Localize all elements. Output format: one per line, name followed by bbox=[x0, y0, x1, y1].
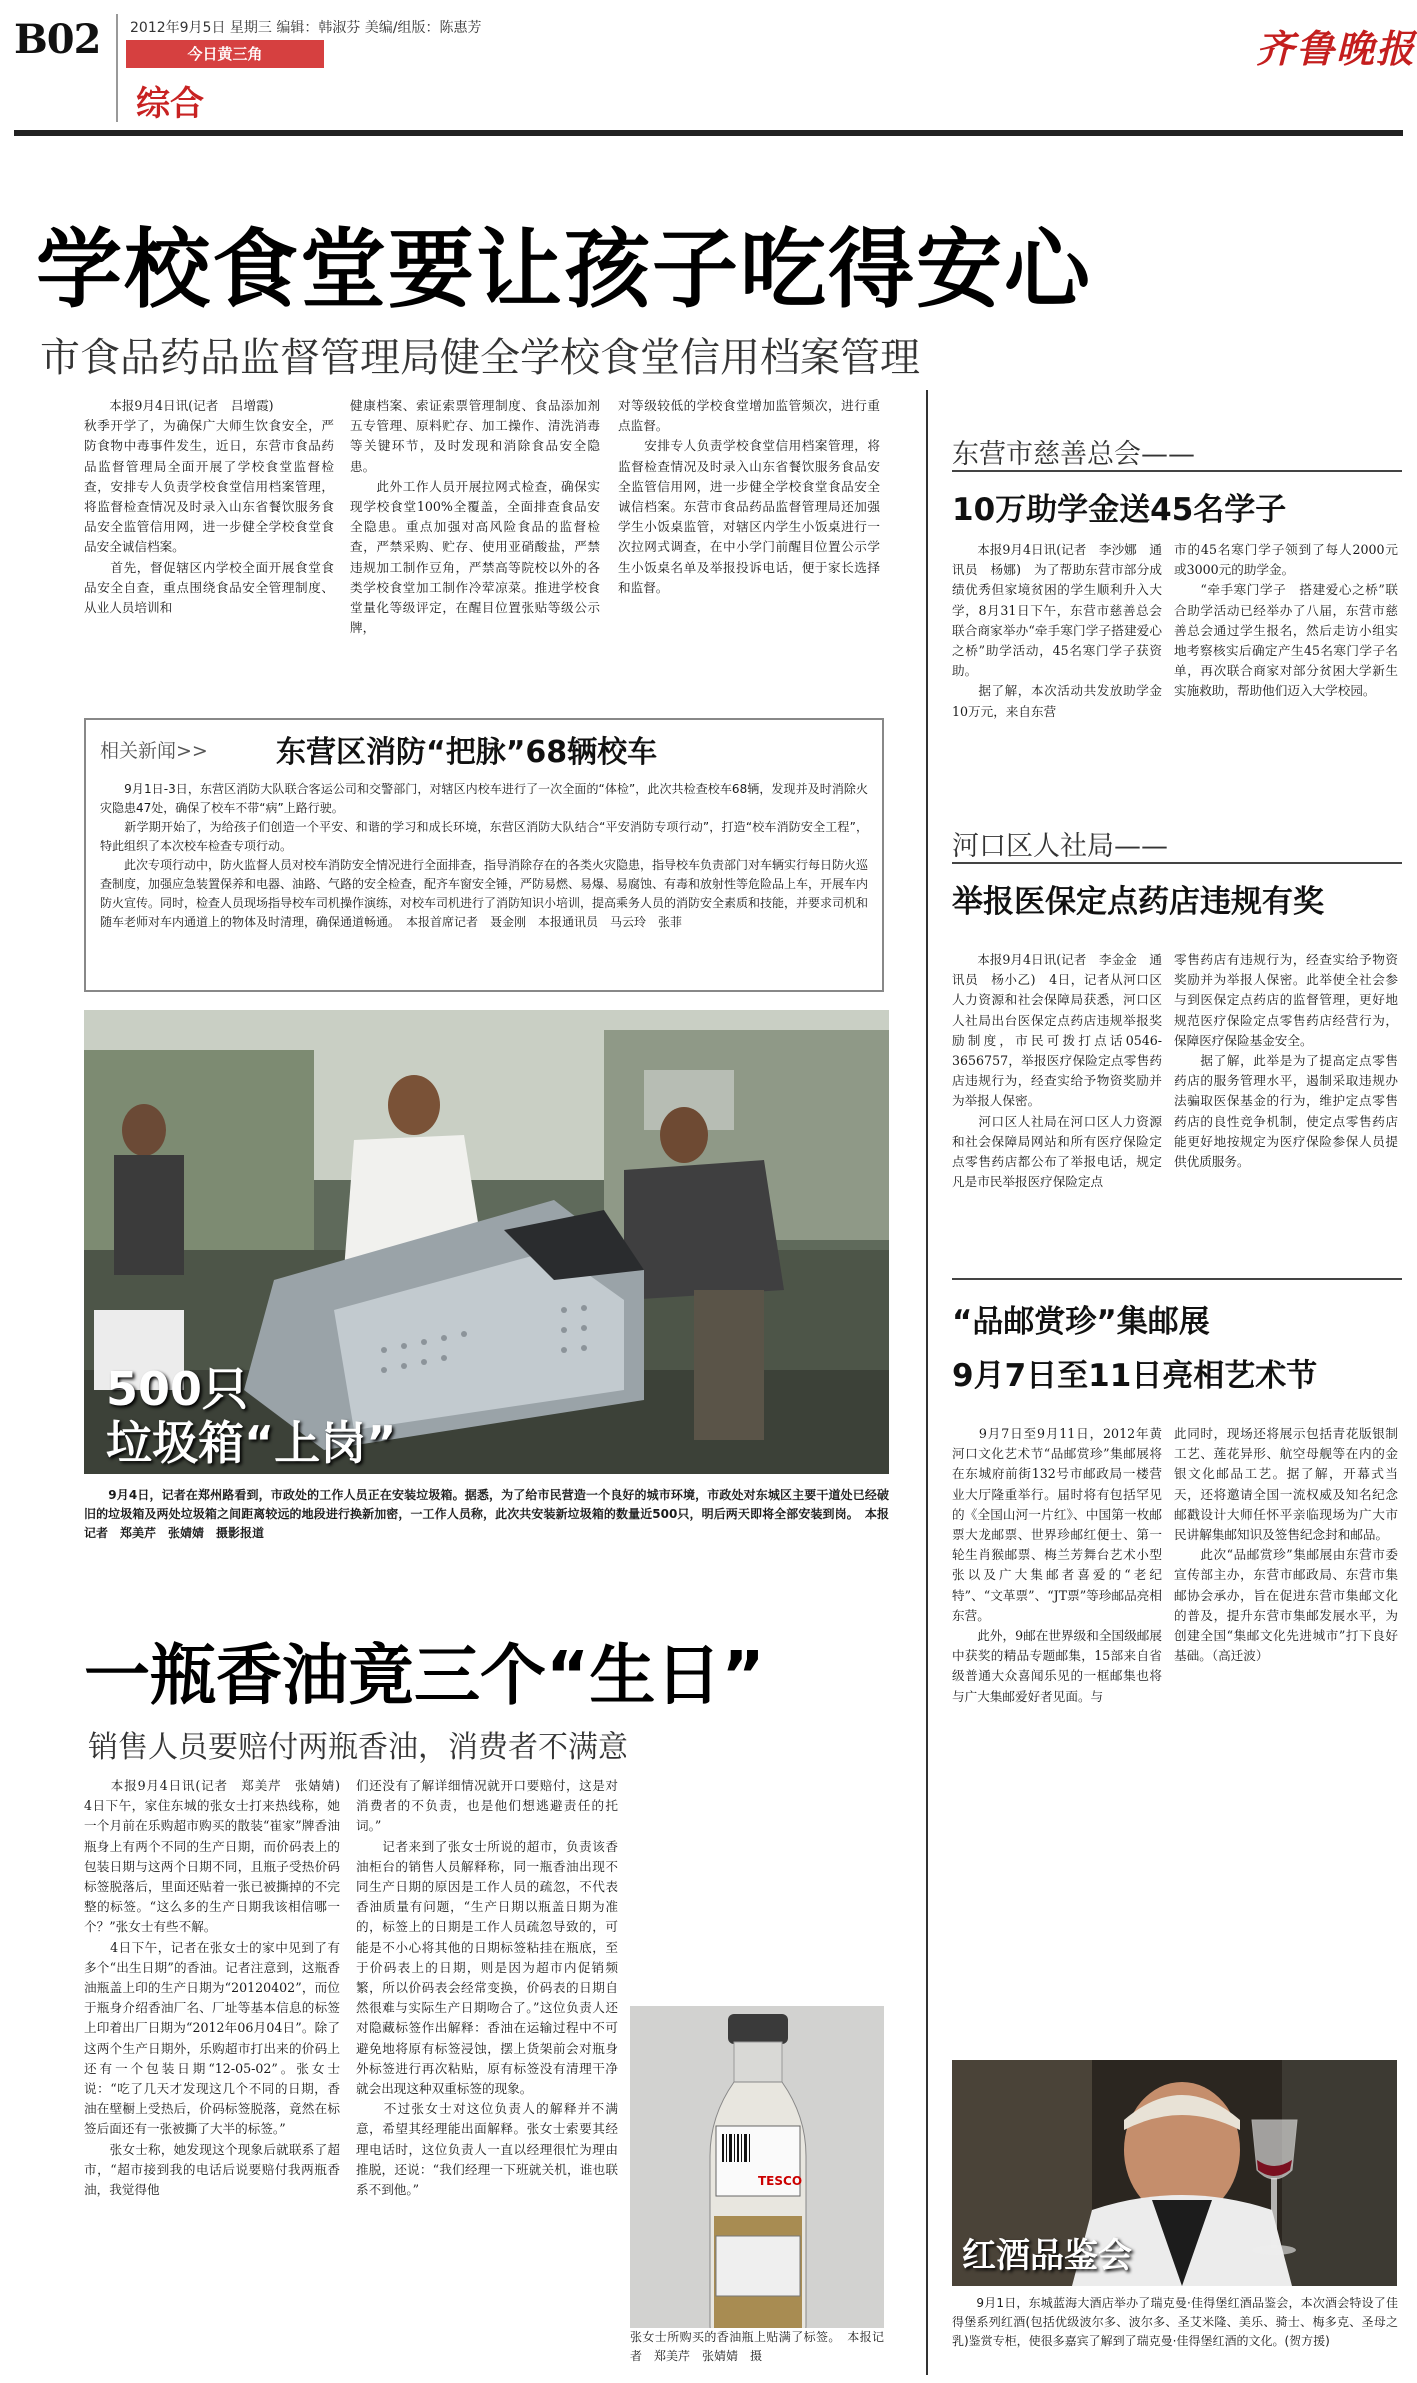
oil-bottle-illustration bbox=[630, 2006, 884, 2346]
wine-photo-title: 红酒品鉴会 bbox=[962, 2236, 1132, 2276]
lead-subheadline: 市食品药品监督管理局健全学校食堂信用档案管理 bbox=[40, 335, 920, 381]
medical-label: 河口区人社局—— bbox=[952, 831, 1168, 862]
charity-label: 东营市慈善总会—— bbox=[952, 439, 1195, 470]
oil-headline: 一瓶香油竟三个“生日” bbox=[84, 1637, 765, 1714]
related-news-tag: 相关新闻>> bbox=[100, 740, 208, 762]
wine-tasting-photo bbox=[952, 2060, 1397, 2286]
paper-logo: 齐鲁晚报 bbox=[1256, 26, 1417, 71]
lead-column-2: 健康档案、索证索票管理制度、食品添加剂五专管理、原料贮存、加工操作、清洗消毒等关键环节，及时发现和消除食品安全隐患。 此外工作人员开展拉网式检查，确保实现学校食堂100%全覆盖，全面排查食品安全隐患。重点加强对高风险食品的监督检查，严禁采购、贮存、使用亚硝酸盐，严禁违规加工制作豆角，严禁高等院校以外的各类学校食堂加工制作冷荤凉菜。推进学校食堂量化等级评定，在醒目位置张贴等级公示牌， bbox=[350, 398, 600, 636]
charity-rule bbox=[952, 470, 1402, 472]
stamps-column-1: 9月7日至9月11日，2012年黄河口文化艺术节“品邮赏珍”集邮展将在东城府前街132号市邮政局一楼营业大厅隆重举行。届时将有包括罕见的《全国山河一片红》、中国第一枚邮票大龙邮票、世界珍邮红便士、第一轮生肖猴邮票、梅兰芳舞台艺术小型张以及广大集邮者喜爱的“老纪特”、“文革票”、“JT票”等珍邮品亮相东营。 此外，9邮在世界级和全国级邮展中获奖的精品专题邮集，15部来自省级普通大众喜闻乐见的一框邮集也将与广大集邮爱好者见面。与 bbox=[952, 1426, 1162, 1704]
page-number: B02 bbox=[14, 16, 101, 63]
lead-column-3: 对等级较低的学校食堂增加监管频次，进行重点监督。 安排专人负责学校食堂信用档案管理，将监督检查情况及时录入山东省餐饮服务食品安全监管信用网，进一步健全学校食堂食品安全诚信档案。东营市食品药品监督管理局还加强学生小饭桌监管，对辖区内学生小饭桌进行一次拉网式调查，在中小学门前醒目位置公示学生小饭桌名单及举报投诉电话，便于家长选择和监督。 bbox=[618, 398, 880, 595]
related-news-title: 东营区消防“把脉”68辆校车 bbox=[276, 735, 658, 770]
lead-column-1: 本报9月4日讯(记者 吕增霞) 秋季开学了，为确保广大师生饮食安全，严防食物中毒事件发生，近日，东营市食品药品监督管理局全面开展了学校食堂监督检查，安排专人负责学校食堂信用档案管理，将监督检查情况及时录入山东省餐饮服务食品安全监管信用网，进一步健全学校食堂食品安全诚信档案。 首先，督促辖区内学校全面开展食堂食品安全自查，重点围绕食品安全管理制度、从业人员培训和 bbox=[84, 398, 334, 616]
masthead-divider bbox=[116, 14, 118, 122]
charity-column-2: 市的45名寒门学子领到了每人2000元或3000元的助学金。 “牵手寒门学子 搭建爱心之桥”联合助学活动已经举办了八届，东营市慈善总会通过学生报名，然后走访小组实地考察核实后确定产生45名寒门学子名单，再次联合商家对部分贫困大学新生实施救助，帮助他们迈入大学校园。 bbox=[1174, 542, 1398, 699]
stamps-column-2: 此同时，现场还将展示包括青花版银制工艺、莲花异形、航空母舰等在内的金银文化邮品工艺。据了解，开幕式当天，还将邀请全国一流权威及知名纪念邮戳设计大师任怀平亲临现场为广大市民讲解集邮知识及签售纪念封和邮品。 此次“品邮赏珍”集邮展由东营市委宣传部主办，东营市邮政局、东营市集邮协会承办，旨在促进东营市集邮文化的普及，提升东营市集邮发展水平，为创建全国“集邮文化先进城市”打下良好基础。（高迁波） bbox=[1174, 1426, 1398, 1664]
wine-caption: 9月1日，东城蓝海大酒店举办了瑞克曼·佳得堡红酒品鉴会，本次酒会特设了佳得堡系列红酒(包括优级波尔多、波尔多、圣艾米隆、美乐、骑士、梅多克、圣母之乳)鉴赏专柜，使很多嘉宾了解到了瑞克曼·佳得堡红酒的文化。(贺方援) bbox=[952, 2296, 1398, 2348]
trash-bin-caption: 9月4日，记者在郑州路看到，市政处的工作人员正在安装垃圾箱。据悉，为了给市民营造一个良好的城市环境，市政处对东城区主要干道处已经破旧的垃圾箱及两处垃圾箱之间距离较远的地段进行换新加密，一工作人员称，此次共安装新垃圾箱的数量近500只，明后两天即将全部安装到岗。 本报记者 郑美芹 张婧婧 摄影报道 bbox=[84, 1488, 889, 1540]
bottle-label-text: TESCO bbox=[758, 2174, 803, 2188]
stamps-title-1: “品邮赏珍”集邮展 bbox=[952, 1304, 1210, 1340]
column-divider bbox=[926, 390, 928, 2375]
lead-headline: 学校食堂要让孩子吃得安心 bbox=[36, 220, 1092, 320]
oil-bottle-photo bbox=[630, 2006, 884, 2346]
column-tag: 今日黄三角 bbox=[126, 40, 324, 68]
stamps-title-2: 9月7日至11日亮相艺术节 bbox=[952, 1358, 1318, 1394]
stamps-rule bbox=[952, 1278, 1402, 1280]
medical-column-1: 本报9月4日讯(记者 李金金 通讯员 杨小乙) 4日，记者从河口区人力资源和社会保障局获悉，河口区人社局出台医保定点药店违规举报奖励制度，市民可拨打点话0546-3656757，举报医疗保险定点零售药店违规行为，经查实给予物资奖励并为举报人保密。 河口区人社局在河口区人力资源和社会保障局网站和所有医疗保险定点零售药店都公布了举报电话，规定凡是市民举报医疗保险定点 bbox=[952, 952, 1162, 1190]
section-title: 综合 bbox=[136, 84, 204, 124]
oil-column-1: 本报9月4日讯(记者 郑美芹 张婧婧) 4日下午，家住东城的张女士打来热线称，她一个月前在乐购超市购买的散装“崔家”牌香油瓶身上有两个不同的生产日期，而价码表上的包装日期与这两个日期不同，且瓶子受热价码标签脱落后，里面还贴着一张已被撕掉的不完整的标签。“这么多的生产日期我该相信哪一个？”张女士有些不解。 4日下午，记者在张女士的家中见到了有多个“出生日期”的香油。记者注意到，这瓶香油瓶盖上印的生产日期为“20120402”，而位于瓶身介绍香油厂名、厂址等基本信息的标签上印着出厂日期为“2012年06月04日”。除了这两个生产日期外，乐购超市打出来的价码上还有一个包装日期“12-05-02”。张女士说：“吃了几天才发现这几个不同的日期，香油在壁橱上受热后，价码标签脱落，竟然在标签后面还有一张被撕了大半的标签。” 张女士称，她发现这个现象后就联系了超市，“超市接到我的电话后说要赔付我两瓶香油，我觉得他 bbox=[84, 1778, 340, 2198]
medical-title: 举报医保定点药店违规有奖 bbox=[952, 884, 1324, 920]
oil-subheadline: 销售人员要赔付两瓶香油，消费者不满意 bbox=[88, 1730, 628, 1765]
oil-column-2: 们还没有了解详细情况就开口要赔付，这是对消费者的不负责，也是他们想逃避责任的托词。” 记者来到了张女士所说的超市，负责该香油柜台的销售人员解释称，同一瓶香油出现不同生产日期的原因是工作人员的疏忽，不代表香油质量有问题，“生产日期以瓶盖日期为准的，标签上的日期是工作人员疏忽导致的，可能是不小心将其他的日期标签粘挂在瓶底，至于价码表上的日期，则是因为超市内促销频繁，所以价码表会经常变换，价码表的日期自然很难与实际生产日期吻合了。”这位负责人还对隐藏标签作出解释：香油在运输过程中不可避免地将原有标签浸蚀，摆上货架前会对瓶身外标签进行再次粘贴，原有标签没有清理干净就会出现这种双重标签的现象。 不过张女士对这位负责人的解释并不满意，希望其经理能出面解释。张女士索要其经理电话时，这位负责人一直以经理很忙为理由推脱，还说：“我们经理一下班就关机，谁也联系不到他。” bbox=[356, 1778, 618, 2198]
medical-column-2: 零售药店有违规行为，经查实给予物资奖励并为举报人保密。此举使全社会参与到医保定点药店的监督管理，更好地规范医疗保险定点零售药店经营行为，保障医疗保险基金安全。 据了解，此举是为了提高定点零售药店的服务管理水平，遏制采取违规办法骗取医保基金的行为，维护定点零售药店的良性竞争机制，使定点零售药店能更好地按规定为医疗保险参保人员提供优质服务。 bbox=[1174, 952, 1398, 1170]
charity-title: 10万助学金送45名学子 bbox=[952, 492, 1287, 528]
issue-meta: 2012年9月5日 星期三 编辑：韩淑芬 美编/组版：陈惠芳 bbox=[130, 20, 482, 36]
photo-caption-line-1: 500只 bbox=[106, 1362, 249, 1416]
oil-photo-caption: 张女士所购买的香油瓶上贴满了标签。 本报记者 郑美芹 张婧婧 摄 bbox=[630, 2328, 884, 2382]
charity-column-1: 本报9月4日讯(记者 李沙娜 通讯员 杨娜) 为了帮助东营市部分成绩优秀但家境贫困的学生顺利升入大学，8月31日下午，东营市慈善总会联合商家举办“牵手寒门学子搭建爱心之桥”助学活动，45名寒门学子获资助。 据了解，本次活动共发放助学金10万元，来自东营 bbox=[952, 542, 1162, 719]
photo-caption-line-2: 垃圾箱“上岗” bbox=[106, 1416, 397, 1470]
medical-rule bbox=[952, 862, 1402, 864]
related-news-body: 9月1日-3日，东营区消防大队联合客运公司和交警部门，对辖区内校车进行了一次全面的“体检”，此次共检查校车68辆，发现并及时消除火灾隐患47处，确保了校车不带“病”上路行驶。 新学期开始了，为给孩子们创造一个平安、和谐的学习和成长环境，东营区消防大队结合“平安消防专项行动”，打造“校车消防安全工程”，特此组织了本次校车检查专项行动。 此次专项行动中，防火监督人员对校车消防安全情况进行全面排查，指导消除存在的各类火灾隐患，指导校车负责部门对车辆实行每日防火巡查制度，加强应急装置保养和电器、油路、气路的安全检查，配齐车窗安全锤，严防易燃、易爆、易腐蚀、有毒和放射性等危险品上车，开展车内防火宣传。同时，检查人员现场指导校车司机操作演练，对校车司机进行了消防知识小培训，提高乘务人员的消防安全素质和技能，并要求司机和随车老师对车内通道上的物体及时清理，确保通道畅通。 本报首席记者 聂金刚 本报通讯员 马云玲 张菲 bbox=[100, 782, 869, 929]
masthead-rule bbox=[14, 130, 1403, 136]
trash-bin-photo bbox=[84, 1010, 889, 1474]
